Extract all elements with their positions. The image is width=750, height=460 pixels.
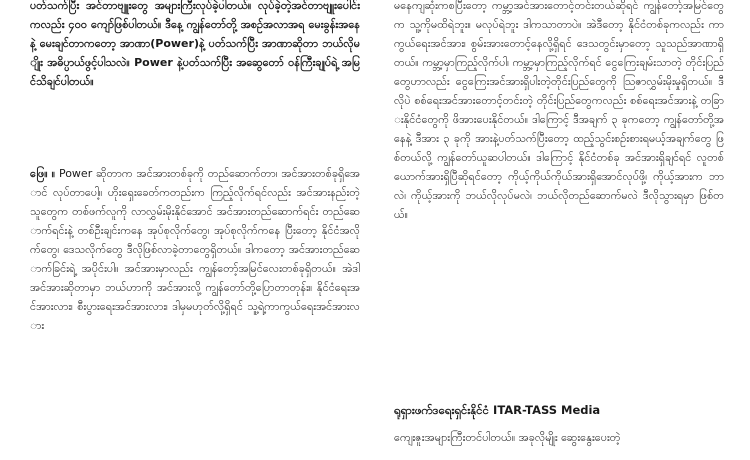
section-heading: ရုရှားဖက်ဒရေးရှင်းနိုင်ငံ ITAR-TASS Media [394,403,601,417]
next-question-paragraph: ကျေးဇူးအများကြီးတင်ပါတယ်။ အခုလိုမျိုး ဆွေးနွေးပေးတဲ့ [394,431,621,444]
left-column [30,0,360,460]
interview-question-text: ပတ်သက်ပြီး အင်တာဗျူးတွေ အများကြီးလုပ်ခဲ့ပါတယ်။ လုပ်ခဲ့တဲ့အင်တာဗျူးပေါင်းကလည်း ၄၀၀ ကျော်ဖြစ်ပါတယ်။ ဒီနေ့ ကျွန်တော်တို့ အစဉ်အလာအရ မေးခွန်းအနေနဲ့ မေးချင်တာကတော့ အာဏာ(Power)နဲ့ ပတ်သက်ပြီး အာဏာဆိုတာ ဘယ်လိုမျိုး အဓိပ္ပာယ်ဖွင့်ပါသလဲ။ Power နဲ့ပတ်သက်ပြီး အဆွေတော် ၀န်ကြီးချုပ်ရဲ့ အမြင်သိချင်ပါတယ်။ [30,0,360,88]
answer-continuation-paragraph: မနေကျဆုံးကစပြီးတော့ ကမ္ဘာ့အင်အားတောင့်တင်းတယ်ဆိုရင် ကျွန်တော့်အမြင်တွေက သူ့ကိုမထိရဲဘူး။ မလုပ်ရဲဘူး ဒါကသာတာပဲ။ အဲဒီတော့ နိုင်ငံတစ်ခုကလည်း ကာကွယ်ရေးအင်အား၊ စွမ်းအားတောင့်နေလို့ရှိရင် ဒေသတွင်းမှာတော့ သူသည်အာဏာရှိတယ်။ ကမ္ဘာ့မှာကြည့်လိုက်ပါ၊ ကမ္ဘာ့မှာကြည့်လိုက်ရင် ငွေကြေးချမ်းသာတဲ့ တိုင်းပြည်တွေဟာလည်း ငွေကြေးအင်အားရှိပါးတဲ့တိုင်းပြည်တွေကို ဩဇာလွှမ်းမိုးမှုရှိတယ်။ ဒီလိုပဲ စစ်ရေးအင်အားတောင့်တင်းတဲ့ တိုင်းပြည်တွေကလည်း စစ်ရေးအင်အားနဲ့ တခြားနိုင်ငံတွေကို ဖိအားပေးနိုင်တယ်။ ဒါကြောင့် ဒီအချက် ၃ ခုကတော့ ကျွန်တော်တို့အနေနဲ့ ဒီအား ၃ ခုကို အားနဲ့ပတ်သက်ပြီးတော့ ထည့်သွင်းစဉ်းစားရမယ့်အချက်တွေ ဖြစ်တယ်လို့ ကျွန်တော်ယူဆပါတယ်။ ဒါကြောင့် နိုင်ငံတစ်ခု အင်အားရှိချင်ရင် လူတစ်ယောက်အားရှိပြီဆိုရင်တော့ ကိုယ့်ကိုယ်ကိုယ်အားရှိအောင်လုပ်ဖို့၊ ကိုယ့်အားက ဘာလဲ၊ ကိုယ့်အားကို ဘယ်လိုလုပ်မလဲ၊ ဘယ်လိုတည်ဆောက်မလဲ ဒီလိုသွားရမှာ ဖြစ်တယ်။ [394,0,724,221]
answer-body-text: Power ဆိုတာက အင်အားတစ်ခုကို တည်ဆောက်တာ၊ အင်အားတစ်ခုရှိအောင် လုပ်တာပေါ့။ ဟိုးရှေးခေတ်ကတည်းက ကြည့်လိုက်ရင်လည်း အင်အားနည်းတဲ့သူတွေက တစ်ဖက်လူကို လာလွှမ်းမိုးနိုင်အောင် အင်အားတည်ဆောက်ရင်း တည်ဆောက်ရင်းနဲ့ တစ်ဦးချင်းကနေ အုပ်စုလိုက်တွေ၊ အုပ်စုလိုက်ကနေ ပြီးတော့ နိုင်ငံအလိုက်တွေ၊ ဒေသလိုက်တွေ ဒီလိုဖြစ်လာခဲ့တာတွေရှိတယ်။ ဒါကတော့ အင်အားတည်ဆောက်ခြင်းရဲ့ အပိုင်းပါ။ အင်အားမှာလည်း ကျွန်တော့်အမြင်လေးတစ်ခုရှိတယ်။ အဲဒါ အင်အားဆိုတာမှာ ဘယ်ဟာကို အင်အားလို့ ကျွန်တော်တို့ပြောတာတုန်း။ နိုင်ငံရေးအင်အားလား၊ စီးပွားရေးအင်အားလား၊ ဒါမှမဟုတ်လို့ရှိရင် သူ့ရဲ့ကာကွယ်ရေးအင်အားလား [30,167,360,332]
answer-lead-label: ဖြေ။ ။ [30,167,56,180]
right-column [394,0,724,460]
answer-paragraph [30,164,360,335]
